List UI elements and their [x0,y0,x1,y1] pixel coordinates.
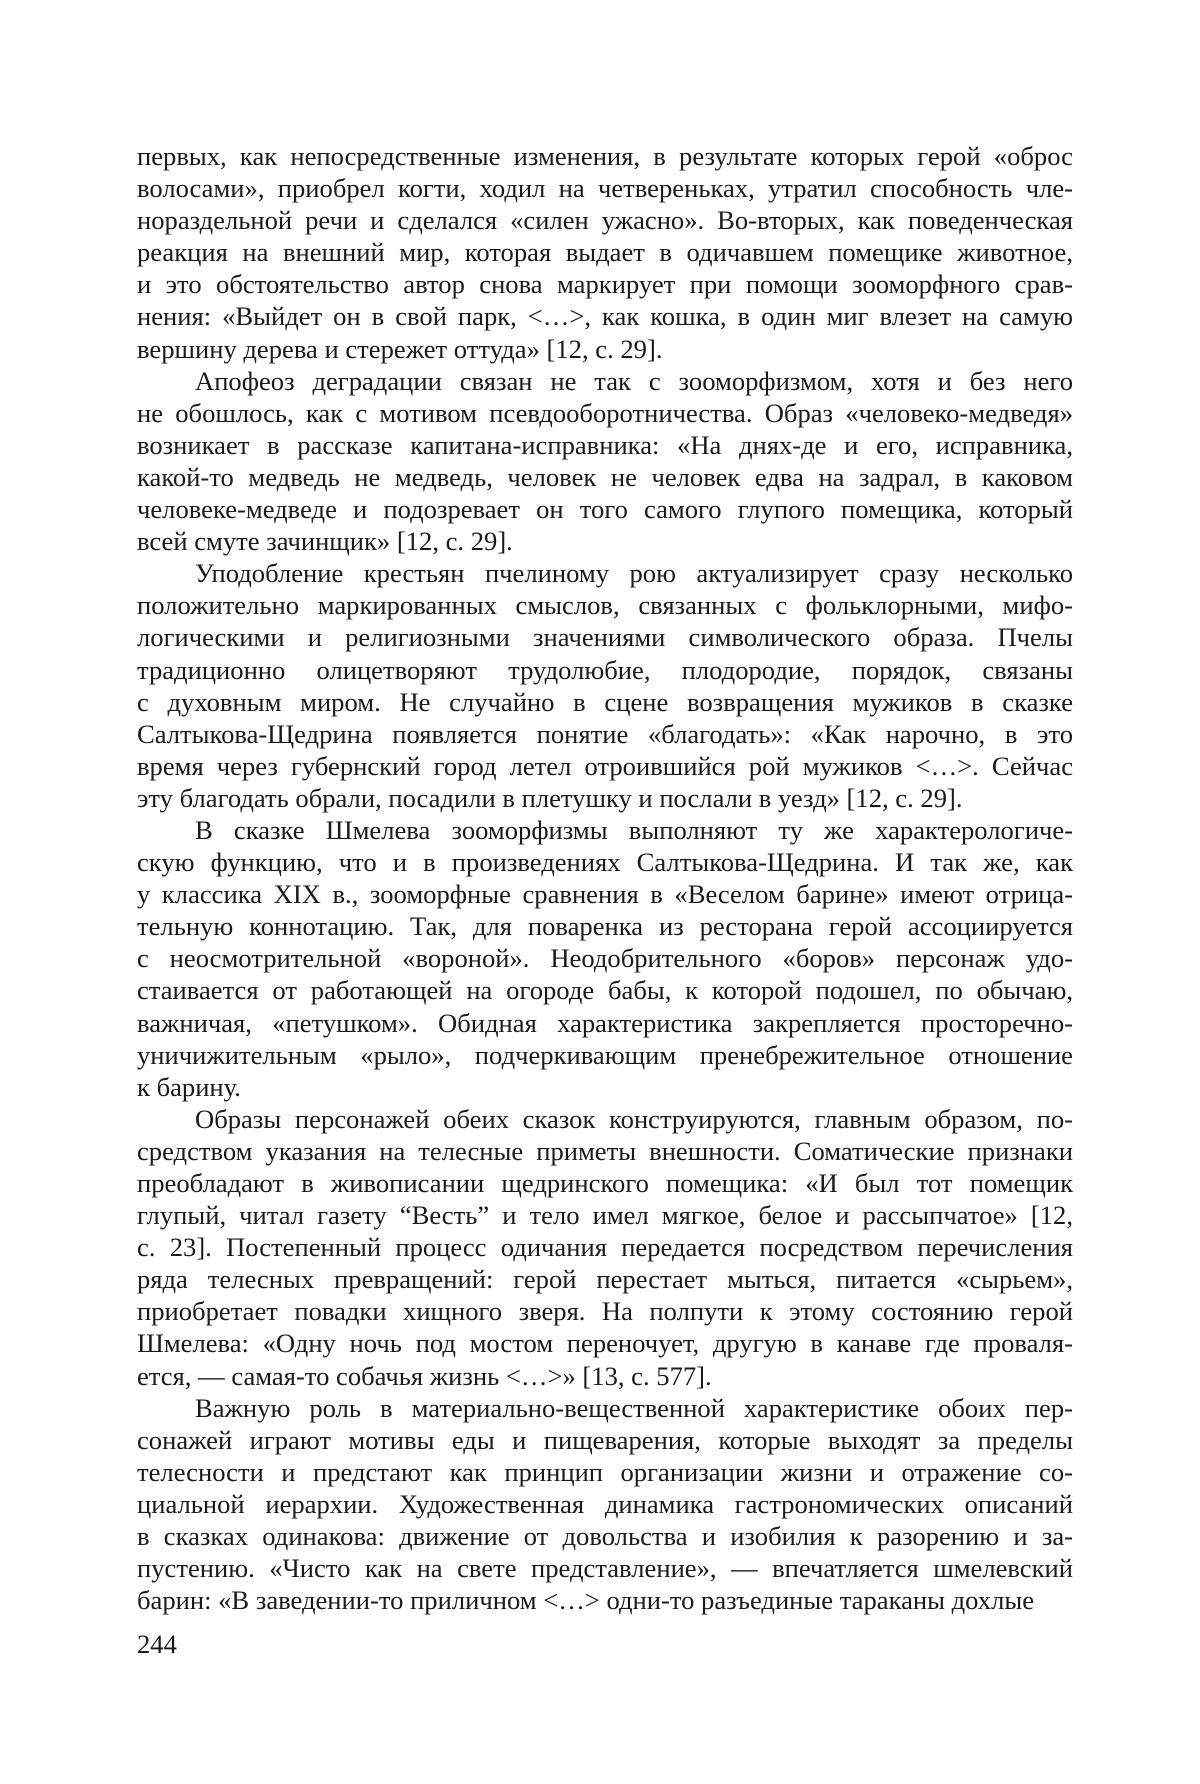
text-line: нения: «Выйдет он в свой парк, <…>, как кошка, в один миг влезет на самую [137,301,1073,332]
text-line: Шмелева: «Одну ночь под мостом переночует, другую в канаве где проваля- [137,1328,1073,1359]
paragraph [137,1103,1073,1392]
text-line: с духовным миром. Не случайно в сцене возвращения мужиков в сказке [137,686,1073,717]
text-line: В сказке Шмелева зооморфизмы выполняют ту же характерологиче- [195,814,1073,845]
text-line: у классика XIX в., зооморфные сравнения в «Веселом барине» имеют отрица- [137,879,1073,910]
text-line: барин: «В заведении-то приличном <…> одни-то разъединые тараканы дохлые [137,1585,1035,1616]
text-line: Уподобление крестьян пчелиному рою актуализирует сразу несколько [195,558,1073,589]
text-line: с. 23]. Постепенный процесс одичания передается посредством перечисления [137,1232,1073,1263]
text-line: телесности и предстают как принцип организации жизни и отражение со- [137,1456,1073,1487]
text-line: волосами», приобрел когти, ходил на четвереньках, утратил способность чле- [137,173,1073,204]
body-text [137,140,1073,1616]
text-line: Апофеоз деградации связан не так с зооморфизмом, хотя и без него [195,365,1073,396]
text-line: человеке-медведе и подозревает он того самого глупого помещика, который [137,494,1073,525]
text-line: Важную роль в материально-вещественной характеристике обоих пер- [195,1392,1073,1423]
text-line: не обошлось, как с мотивом псевдооборотничества. Образ «человеко-медведя» [137,397,1073,428]
paragraph [137,557,1073,814]
text-line: преобладают в живописании щедринского помещика: «И был тот помещик [137,1168,1073,1198]
text-line: вершину дерева и стережет оттуда» [12, с. 29]. [137,333,663,364]
text-line: с неосмотрительной «вороной». Неодобрительного «боров» персонаж удо- [137,943,1073,974]
text-line: тельную коннотацию. Так, для поваренка из ресторана герой ассоциируется [137,911,1073,942]
text-line: нораздельной речи и сделался «силен ужасно». Во-вторых, как поведенческая [137,205,1073,236]
text-line: средством указания на телесные приметы внешности. Соматические признаки [137,1135,1073,1166]
text-line: эту благодать обрали, посадили в плетушку и послали в уезд» [12, с. 29]. [137,782,963,813]
text-line: глупый, читал газету “Весть” и тело имел мягкое, белое и рассыпчатое» [12, [137,1200,1073,1231]
text-line: Образы персонажей обеих сказок конструируются, главным образом, по- [195,1103,1073,1134]
text-line: возникает в рассказе капитана-исправника: «На днях-де и его, исправника, [137,429,1073,460]
text-line: циальной иерархии. Художественная динамика гастрономических описаний [137,1488,1073,1519]
text-line: и это обстоятельство автор снова маркирует при помощи зооморфного срав- [137,269,1073,300]
text-line: логическими и религиозными значениями символического образа. Пчелы [137,622,1073,653]
paragraph [137,814,1073,1103]
text-line: стаивается от работающей на огороде бабы, к которой подошел, по обычаю, [137,975,1073,1006]
page-number: 244 [137,1629,177,1659]
text-line: приобретает повадки хищного зверя. На полпути к этому состоянию герой [137,1296,1073,1327]
text-line: первых, как непосредственные изменения, в результате которых герой «оброс [137,141,1073,171]
text-line: Салтыкова-Щедрина появляется понятие «благодать»: «Как нарочно, в это [137,718,1073,749]
text-line: традиционно олицетворяют трудолюбие, плодородие, порядок, связаны [137,654,1073,685]
text-line: всей смуте зачинщик» [12, с. 29]. [137,526,513,557]
text-line: важничая, «петушком». Обидная характеристика закрепляется просторечно- [137,1007,1073,1038]
text-line: ряда телесных превращений: герой перестает мыться, питается «сырьем», [137,1264,1073,1295]
text-line: время через губернский город летел отроившийся рой мужиков <…>. Сейчас [137,750,1073,781]
text-line: скую функцию, что и в произведениях Салтыкова-Щедрина. И так же, как [137,847,1073,878]
paragraph [137,365,1073,558]
paragraph [137,140,1073,365]
text-line: сонажей играют мотивы еды и пищеварения, которые выходят за пределы [137,1424,1073,1455]
text-line: пустению. «Чисто как на свете представление», — впечатляется шмелевский [137,1553,1073,1584]
text-line: ется, — самая-то собачья жизнь <…>» [13, с. 577]. [137,1360,712,1391]
text-line: положительно маркированных смыслов, связанных с фольклорными, мифо- [137,590,1073,621]
paragraph [137,1392,1073,1617]
text-line: в сказках одинакова: движение от довольства и изобилия к разорению и за- [137,1521,1073,1552]
text-line: к барину. [137,1071,241,1102]
text-line: какой-то медведь не медведь, человек не человек едва на задрал, в каковом [137,461,1073,492]
text-line: реакция на внешний мир, которая выдает в одичавшем помещике животное, [137,237,1073,268]
text-line: уничижительным «рыло», подчеркивающим пренебрежительное отношение [137,1039,1073,1070]
